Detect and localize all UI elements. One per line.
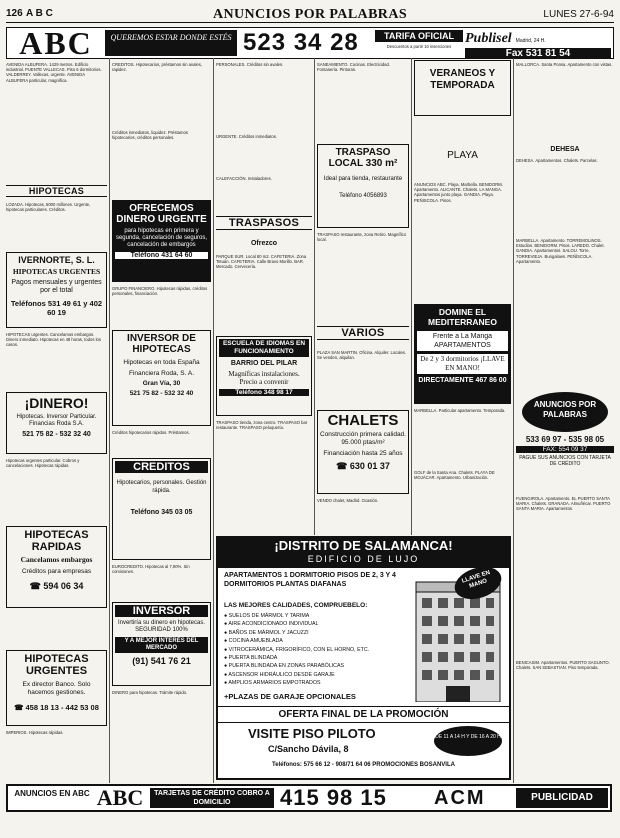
bottom-strip <box>6 784 612 812</box>
column-text: Créditos inmediatos, liquidez. Préstamos hipotecarios, créditos personales. <box>112 130 188 141</box>
anuncios-pp-phone: 533 69 97 - 535 98 05 <box>525 435 605 444</box>
column-rule <box>513 58 514 783</box>
feature-item: ● COCINA AMUEBLADA <box>224 638 283 645</box>
feature-item: ● AMPLIOS ARMARIOS EMPOTRADOS <box>224 680 321 687</box>
bottom-publicidad: PUBLICIDAD <box>516 788 608 808</box>
column-text: Créditos hipotecarios rápidos. Préstamos. <box>112 430 190 435</box>
ad-hipotecas-rapidas <box>6 526 107 608</box>
section-dehesa: DEHESA <box>550 146 580 153</box>
ad-inversor-hipotecas <box>112 330 211 426</box>
ad-domine-mediterraneo <box>414 304 511 404</box>
feature-item: ● PUERTA BLINDADA EN ZONAS PARABÓLICAS <box>224 663 345 670</box>
abc-banner <box>6 27 614 59</box>
column-text: BENICASIM. Apartamentos. PUERTO SAGUNTO. Chalets. SAN SEBASTIAN. Piso temporada. <box>516 660 610 671</box>
ad-anuncios-por-palabras <box>516 392 614 492</box>
salamanca-address: C/Sancho Dávila, 8 <box>268 744 349 754</box>
ofrecemos-body: para hipotecas en primera y segunda, cancelación de seguros, cancelación de embargos <box>115 228 208 248</box>
inversor2-highlight: Y A MEJOR INTERÉS DEL MERCADO <box>115 637 208 653</box>
column-text: MALLORCA. Santa Ponsa. Apartamento con vistas. <box>516 62 613 67</box>
chalets-title: CHALETS <box>327 412 399 429</box>
abc-logo-small: ABC <box>96 785 144 810</box>
salamanca-features-intro: LAS MEJORES CALIDADES, COMPRUEBELO: <box>224 602 368 609</box>
column-rule <box>411 58 412 535</box>
section-hipotecas: HIPOTECAS <box>6 185 107 197</box>
column-rule <box>109 58 110 783</box>
page-date: LUNES 27-6-94 <box>543 9 614 20</box>
banner-slogan <box>105 30 237 56</box>
bottom-acm: ACM <box>434 787 486 809</box>
traspaso-local-body: Ideal para tienda, restaurante <box>323 176 403 182</box>
publisher-name: Publisel <box>465 31 512 46</box>
feature-item: ● ASCENSOR HIDRÁULICO DESDE GARAJE <box>224 671 335 678</box>
salamanca-extra: +PLAZAS DE GARAJE OPCIONALES <box>224 692 356 701</box>
column-text: MARBELLA. Apartamento. TORREMOLINOS. Estudios. BENIDORM. Pisos. LAREDO. Chalet. GANDIA. Apartamentos. SALOU. Torre. TORREVIEJA. Bungalows. PEÑÍSCOLA. Apartamento. <box>516 238 605 264</box>
feature-item: ● SUELOS DE MÁRMOL Y TARIMA <box>224 613 310 619</box>
salamanca-headline: APARTAMENTOS 1 DORMITORIO PISOS DE 2, 3 Y 4 DORMITORIOS PLANTAS DIAFANAS <box>224 572 396 588</box>
hip-urgentes-body: Ex director Banco. Solo hacemos gestiones. <box>22 681 91 696</box>
ad-distrito-salamanca <box>216 536 511 780</box>
escuela-place: BARRIO DEL PILAR <box>230 360 298 367</box>
domine-sub: De 2 y 3 dormitorios ¡LLAVE EN MANO! <box>417 354 508 374</box>
anuncios-pp-badge <box>522 392 608 432</box>
ad-hipotecas-urgentes <box>6 650 107 726</box>
column-text: HIPOTECAS urgentes. Cancelamos embargos. Dinero inmediato. Hipotecas en 48 horas, todos los casos. <box>6 332 101 348</box>
traspaso-local-phone: Teléfono 4056893 <box>339 193 387 199</box>
bottom-phone: 415 98 15 <box>280 785 387 810</box>
column-text: TRASPASO restaurante, zona Retiro. Magnífico local. <box>317 232 407 243</box>
tarifa-block <box>375 30 463 56</box>
ad-creditos <box>112 458 211 560</box>
tarifa-sub: Descuentos a partir 10 inserciones <box>386 44 452 49</box>
tarifa-title: TARIFA OFICIAL <box>375 30 463 42</box>
creditos-phone: Teléfono 345 03 05 <box>130 509 193 516</box>
column-text: PLAZA SAN MARTIN. Oficina. Alquiler. Locales. Se venden, alquilan. <box>317 350 407 361</box>
salamanca-subtitle: EDIFICIO DE LUJO <box>307 554 420 564</box>
column-text: GRUPO FINANCIERO. Hipotecas rápidas, créditos personales, financiación. <box>112 286 208 297</box>
bottom-anuncios: ANUNCIOS EN ABC <box>14 789 90 798</box>
hip-rapidas-sub: Cancelamos embargos <box>20 555 93 564</box>
ad-ivernorte <box>6 252 107 328</box>
feature-item: ● VITROCERÁMICA, FRIGORÍFICO, CON EL HORNO, ETC. <box>224 646 370 653</box>
hip-rapidas-title: HIPOTECAS RAPIDAS <box>24 529 89 553</box>
column-text: IMPERIOS. Hipotecas rápidas. <box>6 730 64 735</box>
column-rule <box>314 58 315 535</box>
column-text: CREDITOS. Hipotecarios, préstamos sin avales, rapidez. <box>112 62 202 73</box>
creditos-title: CREDITOS <box>115 461 208 473</box>
feature-item: ● BAÑOS DE MÁRMOL Y JACUZZI <box>224 629 309 636</box>
section-varios: VARIOS <box>317 326 409 340</box>
publisher-hours: Madrid, 24 H. <box>515 38 546 44</box>
bottom-tarjetas: TARJETAS DE CRÉDITO COBRO A DOMICILIO <box>150 788 274 808</box>
fax-number: Fax 531 81 54 <box>465 48 611 59</box>
column-text: GOLF de la Santa Ana. Chalets. PLAYA DE MOJÁCAR. Apartamento. Urbanización. <box>414 470 495 481</box>
anuncios-pp-note: PAGUE SUS ANUNCIOS CON TARJETA DE CRÉDITO <box>519 455 611 467</box>
banner-phone: 523 34 28 <box>243 29 359 56</box>
column-text: DEHESA. Apartamentos. Chalets. Parcelas. <box>516 158 598 163</box>
dinero-title: ¡DINERO! <box>24 395 89 411</box>
ofrecemos-phone: Teléfono 431 64 60 <box>115 252 208 259</box>
abc-logo: ABC <box>19 25 93 61</box>
ad-traspaso-local <box>317 144 409 228</box>
column-text: TRASPASO tienda, zona centro. TRASPASO bar restaurante. TRASPASO peluquería. <box>216 420 308 431</box>
salamanca-hours: DE 11 A 14 H Y DE 16 A 20 H <box>434 726 502 756</box>
page-header <box>6 6 614 23</box>
chalets-phone: ☎ 630 01 37 <box>336 461 390 471</box>
column-text: VENDO chalet, Madrid. Ocasión. <box>317 498 379 503</box>
salamanca-features <box>224 612 394 688</box>
ofrecemos-title: OFRECEMOS DINERO URGENTE <box>116 203 207 225</box>
column-text: URGENTE. Créditos inmediatos. <box>216 134 277 139</box>
paper-name: A B C <box>26 8 53 19</box>
slogan-text: QUEREMOS ESTAR DONDE ESTÉS <box>110 33 232 42</box>
hip-rapidas-body: Créditos para empresas <box>21 568 92 575</box>
feature-item: ● PUERTA BLINDADA <box>224 655 278 662</box>
traspaso-local-title: TRASPASO LOCAL 330 m² <box>328 147 398 169</box>
inversor-body: Hipotecas en toda España <box>123 359 200 366</box>
dinero-phone: 521 75 82 - 532 32 40 <box>22 431 91 438</box>
page-number: 126 <box>6 8 23 19</box>
column-text: PARQUE SUR. Local 80 m2. CAFETERIA. Zona Tetuán. CAFETERIA. Calle Bravo Murillo. BAR. Mercado. Cervecería. <box>216 254 307 270</box>
column-text: AVENIDA ALBUFERA. 1429 metros. Edificio industrial. PUENTE VALLECAS. Piso 6 dormitorios. VALDERREY. Vallecas, urgente. AVENIDA ALBUFERA particular, magnífica. <box>6 62 102 83</box>
page-title: ANUNCIOS POR PALABRAS <box>212 7 408 22</box>
inversor2-phone: (91) 541 76 21 <box>132 656 191 666</box>
column-text: ANUNCIOS ABC. Playa, Marbella. BENIDORM. Apartamento. ALICANTE. Chalets. LA MANGA. Apartamentos junto playa. GANDIA. Playa. PEÑISCOLA. Pisos. <box>414 182 503 203</box>
ad-ofrecemos <box>112 200 211 282</box>
ivernorte-phone: Teléfonos 531 49 61 y 402 60 19 <box>10 299 103 317</box>
anuncios-pp-title: ANUNCIOS POR PALABRAS <box>533 400 597 419</box>
ivernorte-body: Pagos mensuales y urgentes por el total <box>11 279 102 294</box>
chalets-sub: Financiación hasta 25 años <box>323 450 403 457</box>
salamanca-header <box>218 538 509 568</box>
hip-rapidas-phone: ☎ 594 06 34 <box>29 581 84 591</box>
escuela-title: ESCUELA DE IDIOMAS EN FUNCIONAMIENTO <box>219 339 309 357</box>
ivernorte-title: IVERNORTE, S. L. <box>18 255 95 265</box>
salamanca-phones: Teléfonos: 575 66 12 - 908/71 64 06 PROMOCIONES BOSANVILA <box>272 762 455 768</box>
publisher-block <box>465 29 611 57</box>
ivernorte-sub: HIPOTECAS URGENTES <box>12 267 101 276</box>
section-playa: PLAYA <box>447 150 478 161</box>
salamanca-offer: OFERTA FINAL DE LA PROMOCIÓN <box>218 706 509 723</box>
ad-escuela-idiomas <box>216 336 312 416</box>
column-text: FUENGIROLA. Apartamento. EL PUERTO SANTA MARIA. Chalets. GRANADA. Almuñécar. PUERTO SANTA MARIA. Apartamentos. <box>516 496 611 512</box>
column-text: MARBELLA. Particular apartamento. Temporada. <box>414 408 506 413</box>
stamp-text: LLAVE EN MANO <box>461 569 491 590</box>
inversor-phone: 521 75 82 - 532 32 40 <box>129 390 194 397</box>
column-text: LOZADA. Hipotecas, 5000 millones. Urgente, hipotecas particulares. Créditos. <box>6 202 91 213</box>
hip-urgentes-title: HIPOTECAS URGENTES <box>24 653 89 677</box>
ad-chalets <box>317 410 409 494</box>
hip-urgentes-phone: ☎ 458 18 13 - 442 53 08 <box>14 703 99 712</box>
domine-body: Frente a La Manga APARTAMENTOS <box>417 331 508 351</box>
domine-phone: DIRECTAMENTE 467 86 00 <box>418 377 507 384</box>
column-text: EUROCREDITO. Hipotecas al 7,90%. Sin comisiones. <box>112 564 190 575</box>
creditos-body: Hipotecarios, personales. Gestión rápida. <box>116 480 207 494</box>
inversor2-title: INVERSOR <box>115 605 208 617</box>
ad-dinero <box>6 392 107 454</box>
anuncios-pp-fax: FAX: 554 09 37 <box>516 446 614 453</box>
escuela-phone: Teléfono 348 98 17 <box>219 389 309 396</box>
dinero-body: Hipotecas. Inversor Particular. Financias Roda S.A. <box>16 414 97 427</box>
column-text: Hipotecas urgentes particular. Cobros y cancelaciones. Hipotecas rápidas. <box>6 458 80 469</box>
column-text: PERSONALES. Créditos sin avales. <box>216 62 284 67</box>
inversor-title: INVERSOR DE HIPOTECAS <box>127 333 196 355</box>
salamanca-visit: VISITE PISO PILOTO <box>248 726 376 741</box>
ad-inversor-2 <box>112 602 211 686</box>
veraneos-title: VERANEOS Y TEMPORADA <box>429 68 496 91</box>
salamanca-title: ¡DISTRITO DE SALAMANCA! <box>274 538 453 553</box>
section-traspasos: TRASPASOS <box>216 216 312 230</box>
chalets-body: Construcción primera calidad. 95.000 ptas/m² <box>320 431 406 446</box>
inversor2-body: Invertiría su dinero en hipotecas. SEGURIDAD 100% <box>117 620 206 633</box>
inversor-addr: Gran Vía, 30 <box>142 380 181 387</box>
column-rule <box>213 58 214 783</box>
column-text: DINERO para hipotecas. Trámite rápido. <box>112 690 188 695</box>
domine-title: DOMINE EL MEDITERRANEO <box>428 307 497 327</box>
feature-item: ● AIRE ACONDICIONADO INDIVIDUAL <box>224 621 319 628</box>
column-text: SANEAMIENTO. Cocinas. Electricidad. Fontanería. Pinturas. <box>317 62 390 73</box>
section-veraneos <box>414 60 511 116</box>
column-text: CALEFACCIÓN. Instaladores. <box>216 176 272 181</box>
escuela-body: Magníficas instalaciones. Precio a convenir <box>228 370 300 386</box>
inversor-name: Financiera Roda, S. A. <box>128 370 195 377</box>
ofrezco-label: Ofrezco <box>250 240 278 247</box>
